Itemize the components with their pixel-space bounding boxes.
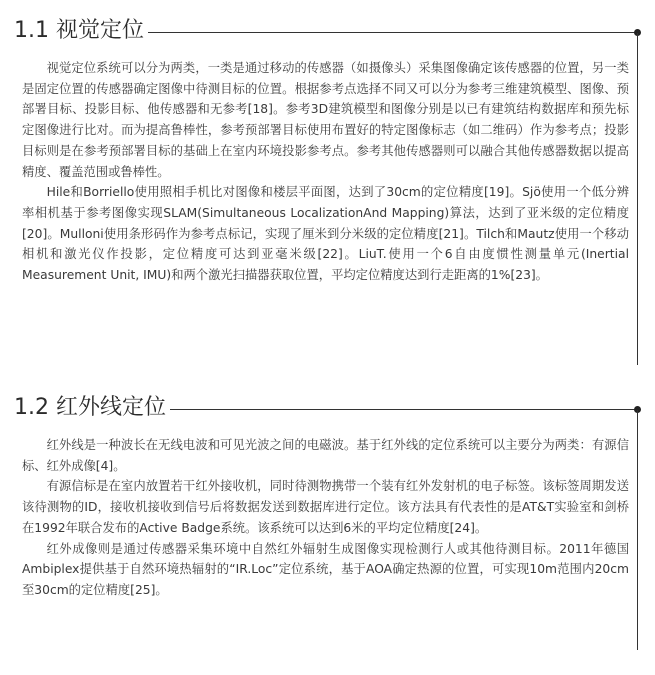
section-body — [22, 435, 629, 601]
paragraph: 红外线是一种波长在无线电波和可见光波之间的电磁波。基于红外线的定位系统可以主要分为两类：有源信标、红外成像[4]。 — [22, 438, 629, 473]
paragraph: 红外成像则是通过传感器采集环境中自然红外辐射生成图像实现检测行人或其他待测目标。2011年德国Ambiplex提供基于自然环境热辐射的“IR.Loc”定位系统，基于AOA确定热源的位置，可实现10m范围内20cm至30cm的定位精度[25]。 — [22, 541, 629, 597]
paragraph: 视觉定位系统可以分为两类，一类是通过移动的传感器（如摄像头）采集图像确定该传感器的位置，另一类是固定位置的传感器确定图像中待测目标的位置。根据参考点选择不同又可以分为参考三维建筑模型、图像、预部署目标、投影目标、他传感器和无参考[18]。参考3D建筑模型和图像分别是以已有建筑结构数据库和预先标定图像进行比对。而为提高鲁棒性，参考预部署目标使用布置好的特定图像标志（如二维码）作为参考点；投影目标则是在参考预部署目标的基础上在室内环境投影参考点。参考其他传感器则可以融合其他传感器数据以提高精度、覆盖范围或鲁棒性。 — [22, 61, 629, 179]
section-right-border — [637, 410, 638, 650]
section-heading: 1.2 红外线定位 — [14, 394, 170, 422]
section-right-border — [637, 33, 638, 365]
paragraph: 有源信标是在室内放置若干红外接收机，同时待测物携带一个装有红外发射机的电子标签。该标签周期发送该待测物的ID，接收机接收到信号后将数据发送到数据库进行定位。该方法具有代表性的是AT&T实验室和剑桥在1992年联合发布的Active Badge系统。该系统可以达到6米的平均定位精度[24]。 — [22, 479, 629, 535]
section-body — [22, 58, 629, 286]
section-heading: 1.1 视觉定位 — [14, 17, 148, 45]
paragraph: Hile和Borriello使用照相手机比对图像和楼层平面图，达到了30cm的定位精度[19]。Sjö使用一个低分辨率相机基于参考图像实现SLAM(Simultaneous LocalizationAnd Mapping)算法，达到了亚米级的定位精度[20]。Mulloni使用条形码作为参考点标记，实现了厘米到分米级的定位精度[21]。Tilch和Mautz使用一个移动相机和激光仪作投影，定位精度可达到亚毫米级[22]。LiuT.使用一个6自由度惯性测量单元(Inertial Measurement Unit, IMU)和两个激光扫描器获取位置，平均定位精度达到行走距离的1%[23]。 — [22, 185, 629, 283]
